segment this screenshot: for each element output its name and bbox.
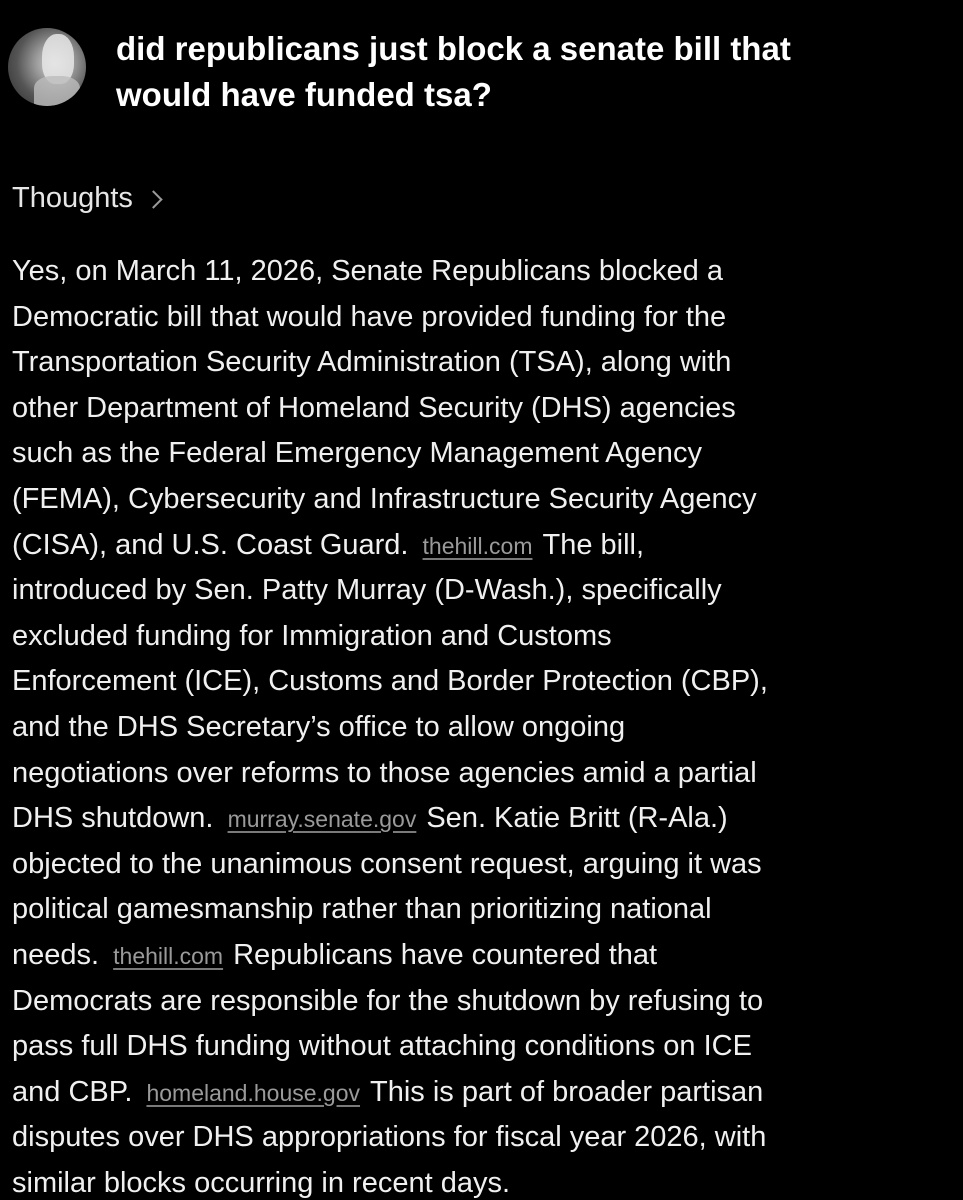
answer-line: Democrats are responsible for the shutdown by refusing to — [12, 984, 764, 1017]
answer-line: Transportation Security Administration (TSA), along with — [12, 346, 732, 379]
answer-line: political gamesmanship rather than prioritizing national — [12, 893, 712, 926]
user-avatar[interactable] — [8, 28, 86, 106]
answer-line: introduced by Sen. Patty Murray (D-Wash.), specifically — [12, 574, 722, 607]
answer-line: Enforcement (ICE), Customs and Border Protection (CBP), — [12, 665, 768, 698]
answer-line: disputes over DHS appropriations for fiscal year 2026, with — [12, 1121, 767, 1154]
answer-text: The bill, — [542, 528, 645, 561]
source-link[interactable]: thehill.com — [113, 942, 224, 969]
source-link[interactable]: thehill.com — [422, 532, 533, 559]
answer-line: Yes, on March 11, 2026, Senate Republicans blocked a — [12, 255, 723, 287]
answer-line: excluded funding for Immigration and Customs — [12, 619, 612, 652]
answer-line: and the DHS Secretary’s office to allow ongoing — [12, 710, 626, 743]
answer-line: similar blocks occurring in recent days. — [12, 1166, 511, 1199]
answer-line — [12, 796, 963, 842]
thoughts-toggle[interactable] — [12, 178, 160, 218]
avatar-body-shape — [34, 76, 80, 106]
thoughts-label: Thoughts — [12, 182, 133, 214]
answer-line — [12, 933, 963, 979]
answer-text: DHS shutdown. — [12, 802, 214, 835]
source-link[interactable]: murray.senate.gov — [227, 806, 417, 833]
answer-text: (CISA), and U.S. Coast Guard. — [12, 528, 409, 561]
user-question — [116, 26, 936, 118]
answer-line: (FEMA), Cybersecurity and Infrastructure Security Agency — [12, 482, 757, 515]
answer-line: such as the Federal Emergency Management Agency — [12, 437, 702, 470]
question-line: would have funded tsa? — [116, 76, 492, 113]
assistant-answer — [12, 249, 963, 1200]
question-line: did republicans just block a senate bill that — [116, 30, 791, 67]
answer-line: pass full DHS funding without attaching conditions on ICE — [12, 1030, 752, 1063]
answer-line — [12, 523, 963, 569]
chevron-right-icon — [144, 190, 162, 208]
answer-text: and CBP. — [12, 1075, 133, 1108]
source-link[interactable]: homeland.house.gov — [146, 1079, 361, 1106]
answer-line: negotiations over reforms to those agencies amid a partial — [12, 756, 757, 789]
answer-text: This is part of broader partisan — [370, 1075, 764, 1108]
answer-line — [12, 1070, 963, 1116]
answer-line: other Department of Homeland Security (DHS) agencies — [12, 391, 736, 424]
answer-line: Democratic bill that would have provided funding for the — [12, 300, 727, 333]
answer-text: Sen. Katie Britt (R-Ala.) — [426, 802, 728, 835]
answer-text: needs. — [12, 938, 100, 971]
answer-line: objected to the unanimous consent request, arguing it was — [12, 847, 762, 880]
answer-text: Republicans have countered that — [233, 938, 658, 971]
